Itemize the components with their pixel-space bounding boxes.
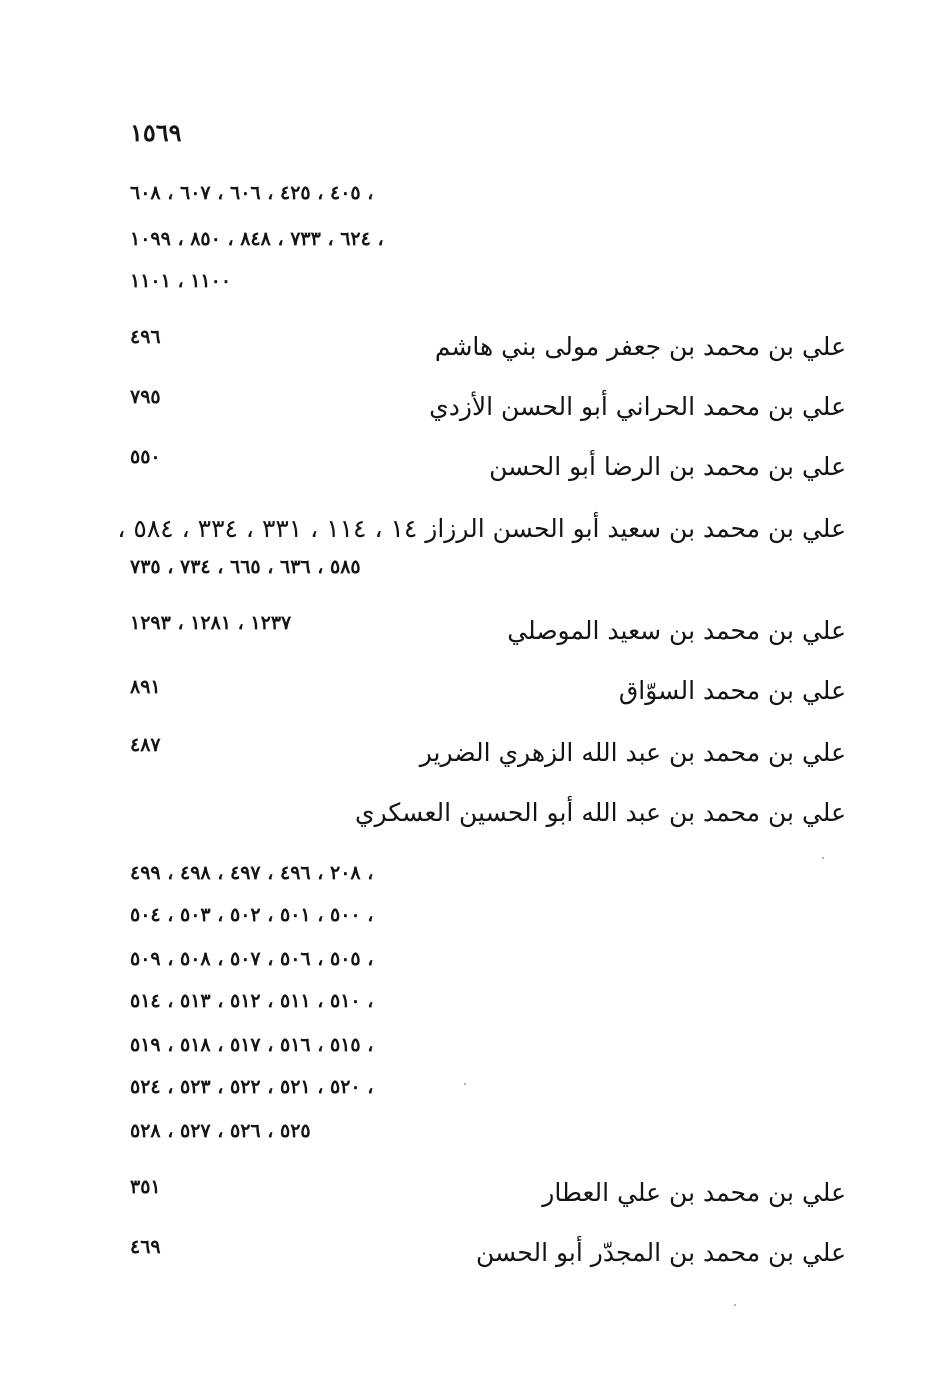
- index-entry-name: علي بن محمد بن جعفر مولى بني هاشم: [434, 332, 846, 361]
- index-entry-name: علي بن محمد بن عبد الله الزهري الضرير: [419, 738, 846, 767]
- reference-line: ٥٢٠ ، ٥٢١ ، ٥٢٢ ، ٥٢٣ ، ٥٢٤ ،: [130, 1076, 374, 1098]
- reference-line: ٥٠٠ ، ٥٠١ ، ٥٠٢ ، ٥٠٣ ، ٥٠٤ ،: [130, 904, 374, 926]
- index-entry-refs: ٣٥١: [130, 1176, 161, 1198]
- reference-line: ٢٠٨ ، ٤٩٦ ، ٤٩٧ ، ٤٩٨ ، ٤٩٩ ،: [130, 862, 374, 884]
- index-entry-name: علي بن محمد بن المجدّر أبو الحسن: [476, 1238, 846, 1267]
- index-entry-refs: ٧٩٥: [130, 386, 161, 408]
- index-entry-refs: ١٢٣٧ ، ١٢٨١ ، ١٢٩٣: [130, 612, 292, 634]
- reference-line: ٦٢٤ ، ٧٣٣ ، ٨٤٨ ، ٨٥٠ ، ١٠٩٩ ،: [130, 228, 384, 250]
- reference-line: ١١٠٠ ، ١١٠١: [130, 270, 232, 292]
- index-entry-refs: ٥٨٥ ، ٦٣٦ ، ٦٦٥ ، ٧٣٤ ، ٧٣٥: [130, 556, 361, 578]
- page-number: ١٥٦٩: [130, 118, 182, 147]
- index-entry-name: علي بن محمد الحراني أبو الحسن الأزدي: [429, 392, 846, 421]
- index-entry-refs: ٥٥٠: [130, 446, 161, 468]
- index-entry-name: علي بن محمد بن عبد الله أبو الحسين العسكري: [354, 798, 846, 827]
- index-entry-refs: ٤٨٧: [130, 734, 161, 756]
- index-entry-name: علي بن محمد بن سعيد الموصلي: [507, 616, 846, 645]
- index-entry-name: علي بن محمد بن الرضا أبو الحسن: [489, 452, 846, 481]
- reference-line: ٤٠٥ ، ٤٢٥ ، ٦٠٦ ، ٦٠٧ ، ٦٠٨ ،: [130, 182, 374, 204]
- index-entry-refs: ٨٩١: [130, 676, 161, 698]
- index-entry-name: علي بن محمد بن علي العطار: [542, 1178, 846, 1207]
- scan-speck: [464, 1083, 466, 1085]
- index-entry-refs: ٤٩٦: [130, 326, 161, 348]
- reference-line: ٥٢٥ ، ٥٢٦ ، ٥٢٧ ، ٥٢٨: [130, 1120, 311, 1142]
- scan-speck: [822, 857, 824, 859]
- index-entry-refs: ٤٦٩: [130, 1236, 161, 1258]
- index-entry-name: علي بن محمد بن سعيد أبو الحسن الرزاز ١٤ ، ١١٤ ، ٣٣١ ، ٣٣٤ ، ٥٨٤ ،: [117, 514, 846, 543]
- reference-line: ٥١٥ ، ٥١٦ ، ٥١٧ ، ٥١٨ ، ٥١٩ ،: [130, 1034, 374, 1056]
- index-entry-name: علي بن محمد السوّاق: [618, 676, 846, 705]
- reference-line: ٥١٠ ، ٥١١ ، ٥١٢ ، ٥١٣ ، ٥١٤ ،: [130, 990, 374, 1012]
- scan-speck: [734, 1304, 736, 1306]
- reference-line: ٥٠٥ ، ٥٠٦ ، ٥٠٧ ، ٥٠٨ ، ٥٠٩ ،: [130, 948, 374, 970]
